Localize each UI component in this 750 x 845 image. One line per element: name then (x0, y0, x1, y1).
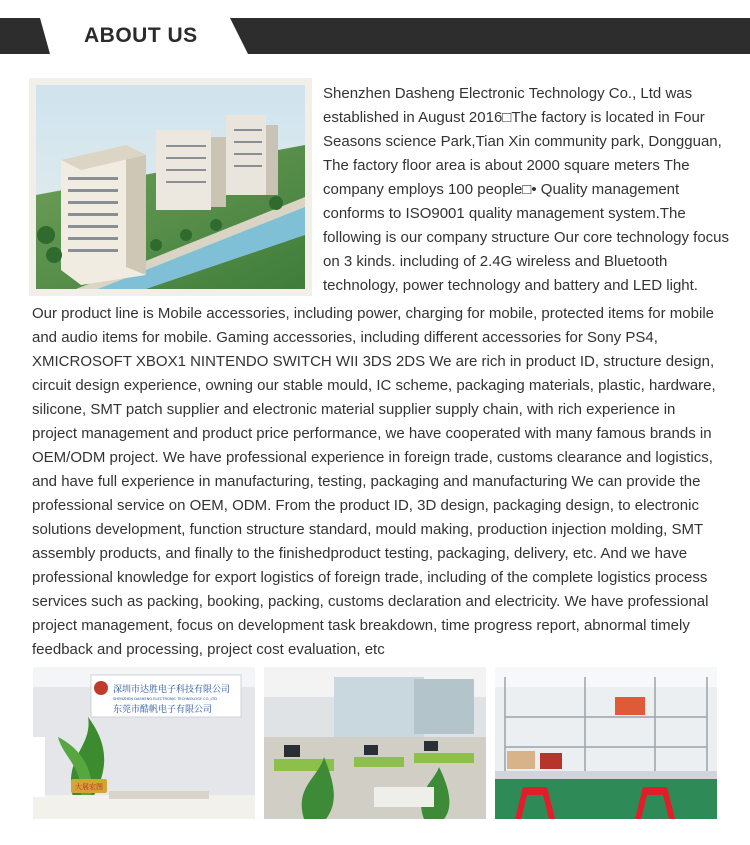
body-paragraph: Our product line is Mobile accessories, including power, charging for mobile, protected items for mobile and audio items for mobile. Gaming accessories, including different accessories for Sony PS4, XMICROSOFT XBOX1 NINTENDO SWITCH WII 3DS 2DS We are rich in product ID, structure design, circuit design experience, owning our stable mould, IC scheme, packaging materials, plastic, hardware, silicone, SMT patch supplier and electronic material supplier supply chain, with rich experience in project management and product price performance, we have cooperated with many famous brands in OEM/ODM project. We have professional experience in foreign trade, customs clearance and logistics, and have full experience in manufacturing, testing, packaging and manufacturing We can provide the professional service on OEM, ODM. From the product ID, 3D design, packaging design, to electronic solutions development, function structure standard, mould making, production injection molding, SMT assembly products, and finally to the finishedproduct testing, packaging, delivery, etc. And we have professional knowledge for export logistics of foreign trade, including of the complete logistics process services such as packing, booking, packing, customs declaration and electricity. We have professional project management, focus on development task breakdown, time progress report, abnormal timely feedback and processing, project cost evaluation, etc (32, 305, 716, 658)
section-header (0, 18, 750, 54)
plant-tag-text: 大展宏图 (75, 783, 103, 791)
section-title: ABOUT US (84, 24, 198, 47)
intro-paragraph: Shenzhen Dasheng Electronic Technology Co., Ltd was established in August 2016□The factory is located in Four Seasons science Park,Tian Xin community park, Dongguan, The factory floor area is about 2000 square meters The company employs 100 people□• Quality management conforms to ISO9001 quality management system.The following is our company structure Our core technology focus on 3 kinds. including of 2.4G wireless and Bluetooth technology, power technology and battery and LED light. (323, 85, 730, 294)
office-photo (264, 667, 486, 819)
workshop-photo (495, 667, 717, 819)
reception-photo (33, 667, 255, 819)
sign-company-name-2: 东莞市酷帆电子有限公司 (113, 705, 213, 715)
sign-company-name-cn: 深圳市达胜电子科技有限公司 (113, 685, 231, 695)
factory-building-image (29, 78, 312, 296)
photo-gallery (33, 667, 717, 819)
sign-company-name-en: SHENZHEN DASHENG ELECTRONIC TECHNOLOGY CO.,LTD (113, 697, 217, 701)
